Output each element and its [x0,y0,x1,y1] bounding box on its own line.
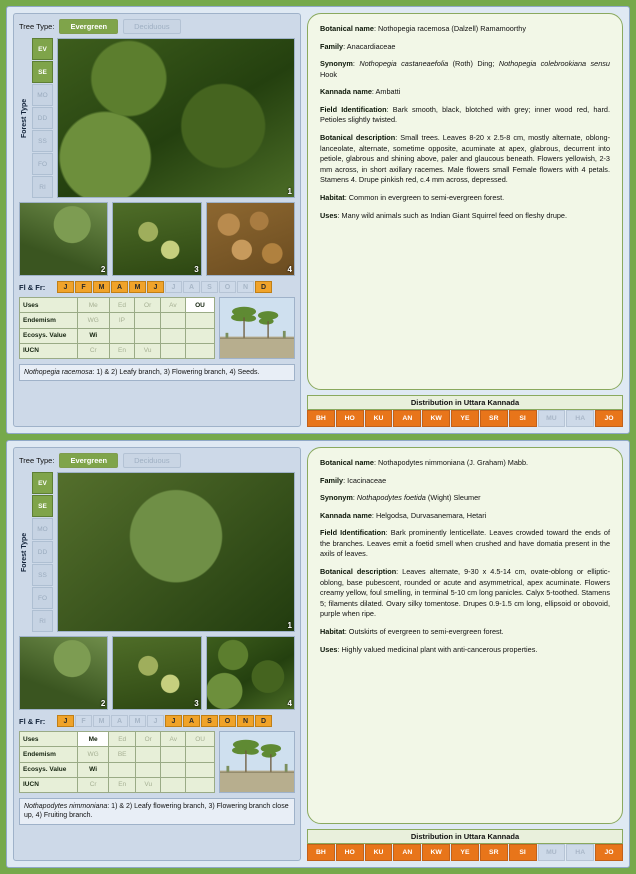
month-cell-may[interactable]: M [129,715,146,727]
cell-uses-ed[interactable]: Ed [109,298,135,313]
botanical-description-line: Botanical description: Leaves alternate, 9-30 x 4.5-14 cm, ovate-oblong or elliptic-oblong, base pubescent, rounded or acute and asymmetrical, apex acuminate. Flowers creamy yellow, foul smelling, in terminal 5-10 cm long panicles. Calyx 5-toothed. Stamens 5; filaments dilated. Ovary silky tomentose. Drupes 0.9-1.5 cm long, ellipsoid or obovoid, purple when ripe. [320,567,611,619]
cell-endemism-3[interactable] [135,313,160,328]
month-cell-sep[interactable]: S [201,715,218,727]
field-label: Kannada name [320,87,372,97]
main-photo[interactable] [57,472,295,632]
forest-type-cell-ri[interactable]: RI [32,610,53,632]
tree-type-label: Tree Type: [19,456,55,465]
month-cell-dec[interactable]: D [255,281,272,293]
cell-endemism-wg[interactable]: WG [78,313,110,328]
cell-iucn-vu[interactable]: Vu [135,343,160,358]
month-cell-jul[interactable]: J [165,281,182,293]
attributes-table [19,297,215,359]
cell-uses-ed[interactable]: Ed [109,732,136,747]
cell-endemism-be[interactable]: BE [109,747,136,762]
tree-silhouette-icon [220,298,294,358]
month-cell-sep[interactable]: S [201,281,218,293]
month-strip [57,281,272,293]
attributes-table [19,731,215,793]
cell-endemism-5[interactable] [185,313,214,328]
field-identification-line: Field Identification: Bark smooth, black, blotched with grey; inner wood red, hard. Petioles slightly twisted. [320,104,610,125]
figure-caption [19,798,295,825]
tree-type-evergreen-toggle[interactable]: Evergreen [59,19,118,34]
table-row [20,777,215,792]
dist-cell-ye[interactable]: YE [451,410,479,427]
cell-iucn-cr[interactable]: Cr [78,343,110,358]
table-row [20,313,215,328]
attributes-and-habit [19,297,295,359]
botanical-name-line: Botanical name: Nothopegia racemosa (Dalzell) Ramamoorthy [320,24,527,33]
cell-uses-ou[interactable]: OU [186,732,215,747]
field-label: Botanical name [320,24,374,33]
dist-cell-sr[interactable]: SR [480,410,508,427]
forest-type-strip [19,472,53,632]
photo-area [19,38,295,198]
cell-ecosys-2[interactable] [109,762,136,777]
thumbnail-photo[interactable] [206,202,295,276]
habitat-line: Habitat: Outskirts of evergreen to semi-evergreen forest. [320,626,504,636]
cell-ecosys-5[interactable] [185,328,214,343]
field-label: Field Identification [320,528,386,538]
distribution-title: Distribution in Uttara Kannada [307,395,623,410]
dist-cell-sr[interactable]: SR [480,844,508,861]
month-cell-nov[interactable]: N [237,281,254,293]
month-cell-jan[interactable]: J [57,715,74,727]
thumbnail-photo[interactable] [112,636,201,710]
flfr-label: Fl & Fr: [19,716,46,726]
forest-type-cell-ev[interactable]: EV [32,472,53,494]
month-cell-mar[interactable]: M [93,281,110,293]
table-row [20,328,215,343]
month-cell-jul[interactable]: J [165,715,182,727]
month-cell-apr[interactable]: A [111,281,128,293]
distribution-title: Distribution in Uttara Kannada [307,829,623,844]
dist-cell-mu[interactable]: MU [538,844,566,861]
forest-type-cell-mo[interactable]: MO [32,518,53,540]
distribution-row [307,844,623,861]
cell-endemism-wg[interactable]: WG [78,747,109,762]
dist-cell-ha[interactable]: HA [566,844,594,861]
description-box [307,447,623,824]
photo-area [19,472,295,632]
uses-line: Uses: Many wild animals such as Indian Giant Squirrel feed on fleshy drupe. [320,210,568,220]
cell-iucn-en[interactable]: En [109,343,135,358]
cell-uses-ou[interactable]: OU [185,298,214,313]
dist-cell-ye[interactable]: YE [451,844,479,861]
tree-type-row [19,453,295,468]
cell-uses-or[interactable]: Or [136,732,161,747]
habit-sketch [219,731,295,793]
botanical-name-line: Botanical name: Nothapodytes nimmoniana (J. Graham) Mabb. [320,458,529,467]
photo-number: 3 [194,699,199,708]
row-label-uses: Uses [20,732,78,747]
dist-cell-ku[interactable]: KU [365,844,393,861]
month-cell-mar[interactable]: M [93,715,110,727]
forest-type-label: Forest Type [21,98,28,138]
table-row [20,343,215,358]
dist-cell-kw[interactable]: KW [422,410,450,427]
month-cell-nov[interactable]: N [237,715,254,727]
month-cell-feb[interactable]: F [75,715,92,727]
dist-cell-bh[interactable]: BH [307,410,335,427]
figure-caption [19,364,295,381]
cell-endemism-5[interactable] [186,747,215,762]
kannada-name-line: Kannada name: Ambatti [320,87,401,97]
uses-line: Uses: Highly valued medicinal plant with anti-cancerous properties. [320,644,538,654]
month-cell-jun[interactable]: J [147,715,164,727]
caption-species-name: Nothapodytes nimmoniana [24,803,108,810]
thumbnail-photo[interactable] [19,202,108,276]
family-line: Family: Anacardiaceae [320,41,396,51]
dist-cell-bh[interactable]: BH [307,844,335,861]
field-label: Synonym [320,493,353,503]
month-cell-aug[interactable]: A [183,715,200,727]
species-text-panel [307,447,623,861]
cell-uses-av[interactable]: Av [161,732,186,747]
forest-type-cell-ev[interactable]: EV [32,38,53,60]
table-row [20,732,215,747]
flowering-fruiting-row [19,715,295,727]
month-cell-jan[interactable]: J [57,281,74,293]
cell-ecosys-4[interactable] [161,762,186,777]
month-cell-jun[interactable]: J [147,281,164,293]
cell-iucn-en[interactable]: En [109,777,136,792]
field-label: Habitat [320,626,345,636]
thumbnail-row [19,202,295,276]
flowering-fruiting-row [19,281,295,293]
cell-iucn-cr[interactable]: Cr [78,777,109,792]
photo-number: 2 [100,699,106,708]
description-box [307,13,623,390]
forest-type-cell-mo[interactable]: MO [32,84,53,106]
main-photo[interactable] [57,38,295,198]
cell-ecosys-wi[interactable]: Wi [78,328,110,343]
table-row [20,747,215,762]
botanical-description-line: Botanical description: Small trees. Leaves 8-20 x 2.5-8 cm, mostly alternate, oblong-lanceolate, alternate, sometime opposite, acuminate at apex, glabrous, decurrent into petiole, glabrous and shining above, paler and glaucous beneath. Flowers yellowish, 2-3 mm across, in short axillary racemes. Male flowers small Female flowers with 4 petals. Stamens 4. Drupe pinkish red, c.4 mm across, depressed. [320,133,611,185]
field-label: Botanical description [320,133,396,143]
month-cell-apr[interactable]: A [111,715,128,727]
month-cell-oct[interactable]: O [219,715,236,727]
cell-iucn-4[interactable] [160,343,185,358]
photo-number: 4 [287,699,292,708]
cell-endemism-4[interactable] [161,747,186,762]
dist-cell-kw[interactable]: KW [422,844,450,861]
cell-iucn-4[interactable] [161,777,186,792]
distribution-row [307,410,623,427]
attributes-and-habit [19,731,295,793]
month-cell-oct[interactable]: O [219,281,236,293]
forest-type-cell-fo[interactable]: FO [32,587,53,609]
field-label: Field Identification [320,104,387,114]
row-label-endemism: Endemism [20,313,78,328]
dist-cell-an[interactable]: AN [393,410,421,427]
forest-type-cell-ss[interactable]: SS [32,564,53,586]
thumbnail-photo[interactable] [19,636,108,710]
row-label-endemism: Endemism [20,747,78,762]
cell-uses-me[interactable]: Me [78,732,109,747]
month-strip [57,715,272,727]
photo-number: 3 [194,265,199,274]
tree-type-label: Tree Type: [19,22,55,31]
row-label-iucn: IUCN [20,777,78,792]
forest-type-cell-dd[interactable]: DD [32,541,53,563]
forest-type-cell-ss[interactable]: SS [32,130,53,152]
species-card [6,440,630,868]
caption-rest: : 1) & 2) Leafy branch, 3) Flowering branch, 4) Seeds. [92,369,260,376]
dist-cell-si[interactable]: SI [509,410,537,427]
forest-type-cell-dd[interactable]: DD [32,107,53,129]
dist-cell-ha[interactable]: HA [566,410,594,427]
dist-cell-an[interactable]: AN [393,844,421,861]
cell-iucn-5[interactable] [185,343,214,358]
cell-endemism-4[interactable] [160,313,185,328]
kannada-name-line: Kannada name: Helgodsa, Durvasanemara, Hetari [320,510,487,520]
cell-uses-av[interactable]: Av [160,298,185,313]
field-label: Uses [320,644,338,654]
month-cell-may[interactable]: M [129,281,146,293]
synonym-line: Synonym: Nothopegia castaneaefolia (Roth) Ding; Nothopegia colebrookiana sensu Hook [320,59,610,79]
tree-type-evergreen-toggle[interactable]: Evergreen [59,453,118,468]
cell-ecosys-3[interactable] [135,328,160,343]
cell-ecosys-3[interactable] [136,762,161,777]
tree-type-deciduous-toggle[interactable]: Deciduous [123,19,180,34]
distribution-block [307,395,623,427]
tree-silhouette-icon [220,732,294,792]
forest-type-strip [19,38,53,198]
row-label-ecosys-value: Ecosys. Value [20,328,78,343]
cell-ecosys-5[interactable] [186,762,215,777]
dist-cell-ku[interactable]: KU [365,410,393,427]
dist-cell-si[interactable]: SI [509,844,537,861]
photo-number: 1 [287,187,292,196]
cell-ecosys-2[interactable] [109,328,135,343]
dist-cell-ho[interactable]: HO [336,410,364,427]
habitat-line: Habitat: Common in evergreen to semi-evergreen forest. [320,192,505,202]
field-label: Synonym [320,59,353,69]
family-line: Family: Icacinaceae [320,475,387,485]
dist-cell-jo[interactable]: JO [595,410,623,427]
field-identification-line: Field Identification: Bark prominently lenticellate. Leaves crowded toward the ends of the branches. Leaves emit a foetid smell when crushed and have domatia present in the axils of leaves. [320,528,610,559]
cell-iucn-5[interactable] [186,777,215,792]
forest-type-label: Forest Type [21,532,28,572]
cell-ecosys-wi[interactable]: Wi [78,762,109,777]
tree-type-row [19,19,295,34]
species-visual-panel [13,13,301,427]
synonym-line: Synonym: Nothapodytes foetida (Wight) Sleumer [320,493,481,503]
cell-iucn-vu[interactable]: Vu [136,777,161,792]
row-label-iucn: IUCN [20,343,78,358]
cell-ecosys-4[interactable] [160,328,185,343]
dist-cell-mu[interactable]: MU [538,410,566,427]
photo-number: 4 [287,265,292,274]
field-label: Kannada name [320,510,372,520]
field-label: Botanical description [320,567,397,577]
table-row [20,762,215,777]
field-label: Family [320,475,344,485]
cell-endemism-ip[interactable]: IP [109,313,135,328]
forest-type-cell-se[interactable]: SE [32,61,53,83]
tree-type-deciduous-toggle[interactable]: Deciduous [123,453,180,468]
caption-rest: : 1) & 2) Leafy flowering branch, 3) Flowering branch close up, 4) Fruiting branch. [24,803,289,820]
dist-cell-ho[interactable]: HO [336,844,364,861]
row-label-uses: Uses [20,298,78,313]
distribution-block [307,829,623,861]
table-row [20,298,215,313]
month-cell-feb[interactable]: F [75,281,92,293]
forest-type-cell-fo[interactable]: FO [32,153,53,175]
month-cell-dec[interactable]: D [255,715,272,727]
cell-endemism-3[interactable] [136,747,161,762]
habit-sketch [219,297,295,359]
cell-uses-me[interactable]: Me [78,298,110,313]
dist-cell-jo[interactable]: JO [595,844,623,861]
caption-species-name: Nothopegia racemosa [24,369,93,376]
forest-type-cell-se[interactable]: SE [32,495,53,517]
month-cell-aug[interactable]: A [183,281,200,293]
cell-uses-or[interactable]: Or [135,298,160,313]
field-label: Botanical name [320,458,374,467]
row-label-ecosys-value: Ecosys. Value [20,762,78,777]
field-label: Habitat [320,192,345,202]
field-label: Uses [320,210,338,220]
field-label: Family [320,41,344,51]
thumbnail-row [19,636,295,710]
thumbnail-photo[interactable] [206,636,295,710]
species-text-panel [307,13,623,427]
species-card [6,6,630,434]
photo-number: 2 [100,265,106,274]
flfr-label: Fl & Fr: [19,282,46,292]
thumbnail-photo[interactable] [112,202,201,276]
photo-number: 1 [287,621,292,630]
forest-type-cell-ri[interactable]: RI [32,176,53,198]
species-visual-panel [13,447,301,861]
